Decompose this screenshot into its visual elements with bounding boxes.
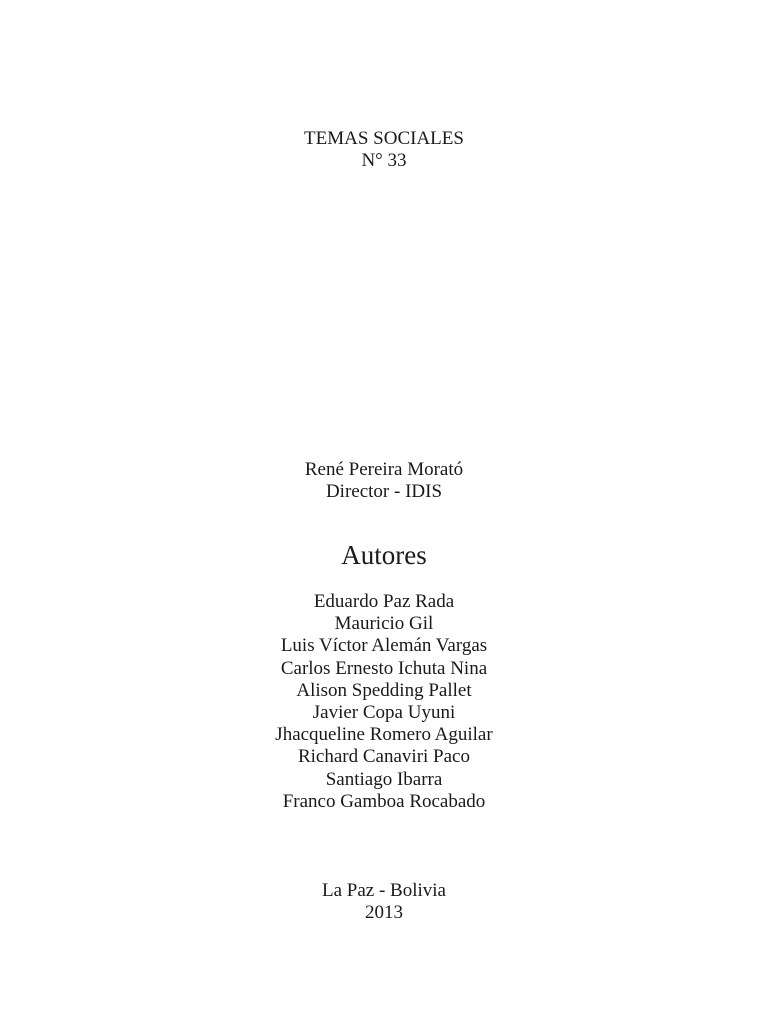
authors-list xyxy=(0,591,768,813)
author-name: Carlos Ernesto Ichuta Nina xyxy=(280,657,488,679)
series-number: N° 33 xyxy=(361,150,407,171)
director-block xyxy=(0,459,768,503)
series-block xyxy=(0,128,768,172)
author-name: Javier Copa Uyuni xyxy=(312,702,456,724)
director-role: Director - IDIS xyxy=(325,481,443,502)
author-name: Mauricio Gil xyxy=(334,613,434,635)
author-name: Franco Gamboa Rocabado xyxy=(282,790,486,812)
author-name: Luis Víctor Alemán Vargas xyxy=(280,635,488,657)
series-title: TEMAS SOCIALES xyxy=(304,128,464,149)
author-name: Jhacqueline Romero Aguilar xyxy=(275,724,493,746)
author-name: Santiago Ibarra xyxy=(325,768,443,790)
authors-heading: Autores xyxy=(341,540,427,570)
director-name: René Pereira Morató xyxy=(304,459,464,480)
imprint-place: La Paz - Bolivia xyxy=(322,880,446,901)
imprint-block xyxy=(0,880,768,924)
imprint-year: 2013 xyxy=(365,902,403,923)
author-name: Richard Canaviri Paco xyxy=(297,746,470,768)
author-name: Eduardo Paz Rada xyxy=(313,591,455,612)
author-name: Alison Spedding Pallet xyxy=(296,679,472,701)
